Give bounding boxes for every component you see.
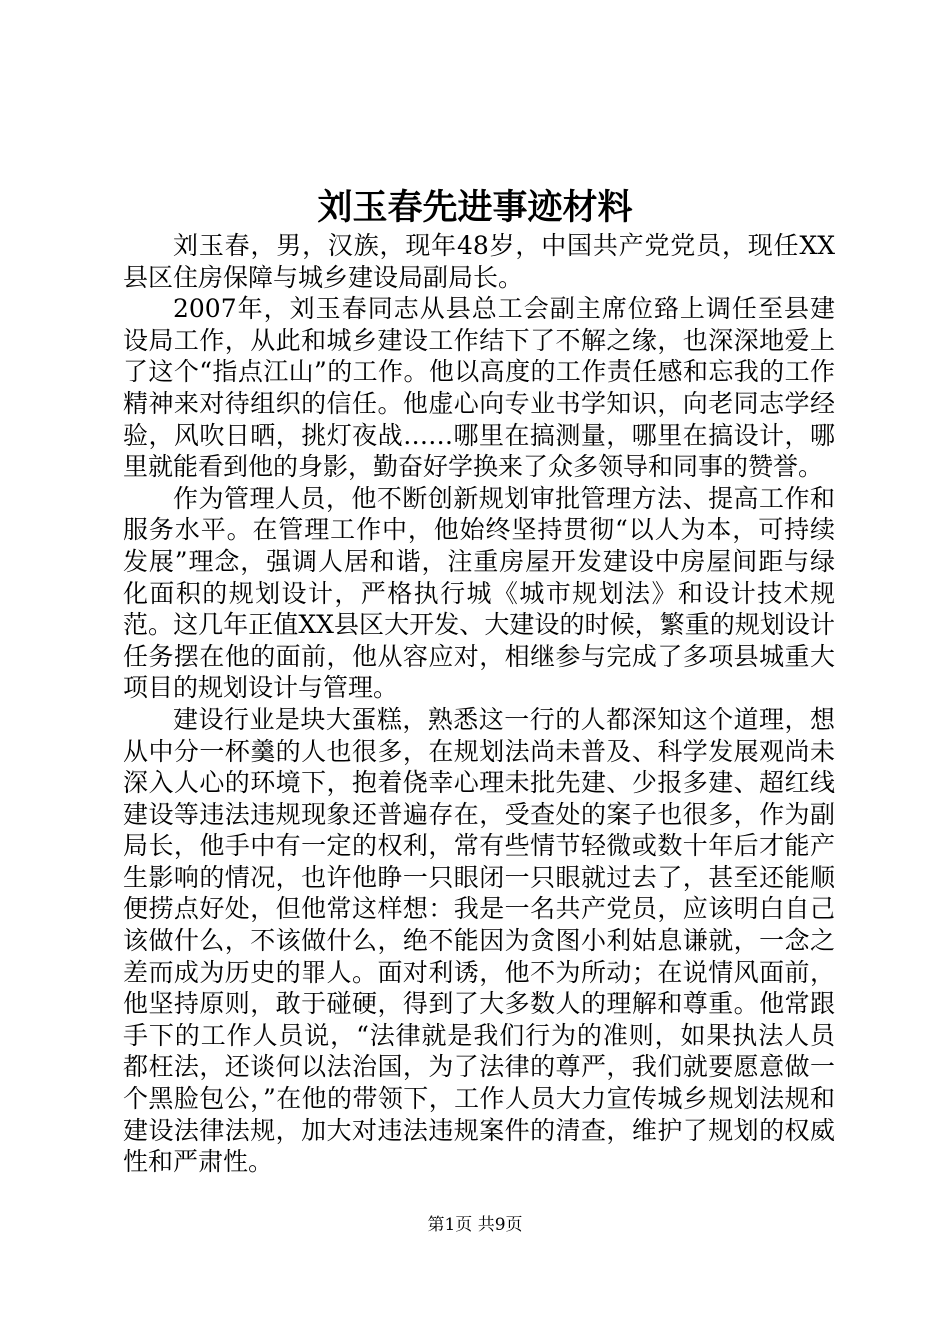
document-title: 刘玉春先进事迹材料: [317, 187, 633, 228]
paragraph-intro: 刘玉春，男，汉族，现年48岁，中国共产党党员，现任XX县区住房保障与城乡建设局副局长。: [123, 231, 835, 292]
paragraph-management: 作为管理人员，他不断创新规划审批管理方法、提高工作和服务水平。在管理工作中，他始终坚持贯彻“以人为本，可持续发展”理念，强调人居和谐，注重房屋开发建设中房屋间距与绿化面积的规划设计，严格执行城《城市规划法》和设计技术规范。这几年正值XX县区大开发、大建设的时候，繁重的规划设计任务摆在他的面前，他从容应对，相继参与完成了多项县城重大项目的规划设计与管理。: [123, 483, 835, 703]
paragraph-career: 2007年，刘玉春同志从县总工会副主席位臵上调任至县建设局工作，从此和城乡建设工作结下了不解之缘，也深深地爱上了这个“指点江山”的工作。他以高度的工作责任感和忘我的工作精神来对待组织的信任。他虚心向专业书学知识，向老同志学经验，风吹日晒，挑灯夜战……哪里在搞测量，哪里在搞设计，哪里就能看到他的身影，勤奋好学换来了众多领导和同事的赞誉。: [123, 294, 835, 482]
paragraph-integrity: 建设行业是块大蛋糕，熟悉这一行的人都深知这个道理，想从中分一杯羹的人也很多，在规划法尚未普及、科学发展观尚未深入人心的环境下，抱着侥幸心理未批先建、少报多建、超红线建设等违法违规现象还普遍存在，受查处的案子也很多，作为副局长，他手中有一定的权利，常有些情节轻微或数十年后才能产生影响的情况，也许他睁一只眼闭一只眼就过去了，甚至还能顺便捞点好处，但他常这样想：我是一名共产党员，应该明白自己该做什么，不该做什么，绝不能因为贪图小利姑息谦就，一念之差而成为历史的罪人。面对利诱，他不为所动；在说情风面前，他坚持原则，敢于碰硬，得到了大多数人的理解和尊重。他常跟手下的工作人员说，“法律就是我们行为的准则，如果执法人员都枉法，还谈何以法治国，为了法律的尊严，我们就要愿意做一个黑脸包公，”在他的带领下，工作人员大力宣传城乡规划法规和建设法律法规，加大对违法违规案件的清查，维护了规划的权威性和严肃性。: [123, 704, 835, 1177]
document-body: [123, 230, 835, 1178]
page-number-footer: 第1页 共9页: [427, 1215, 523, 1235]
